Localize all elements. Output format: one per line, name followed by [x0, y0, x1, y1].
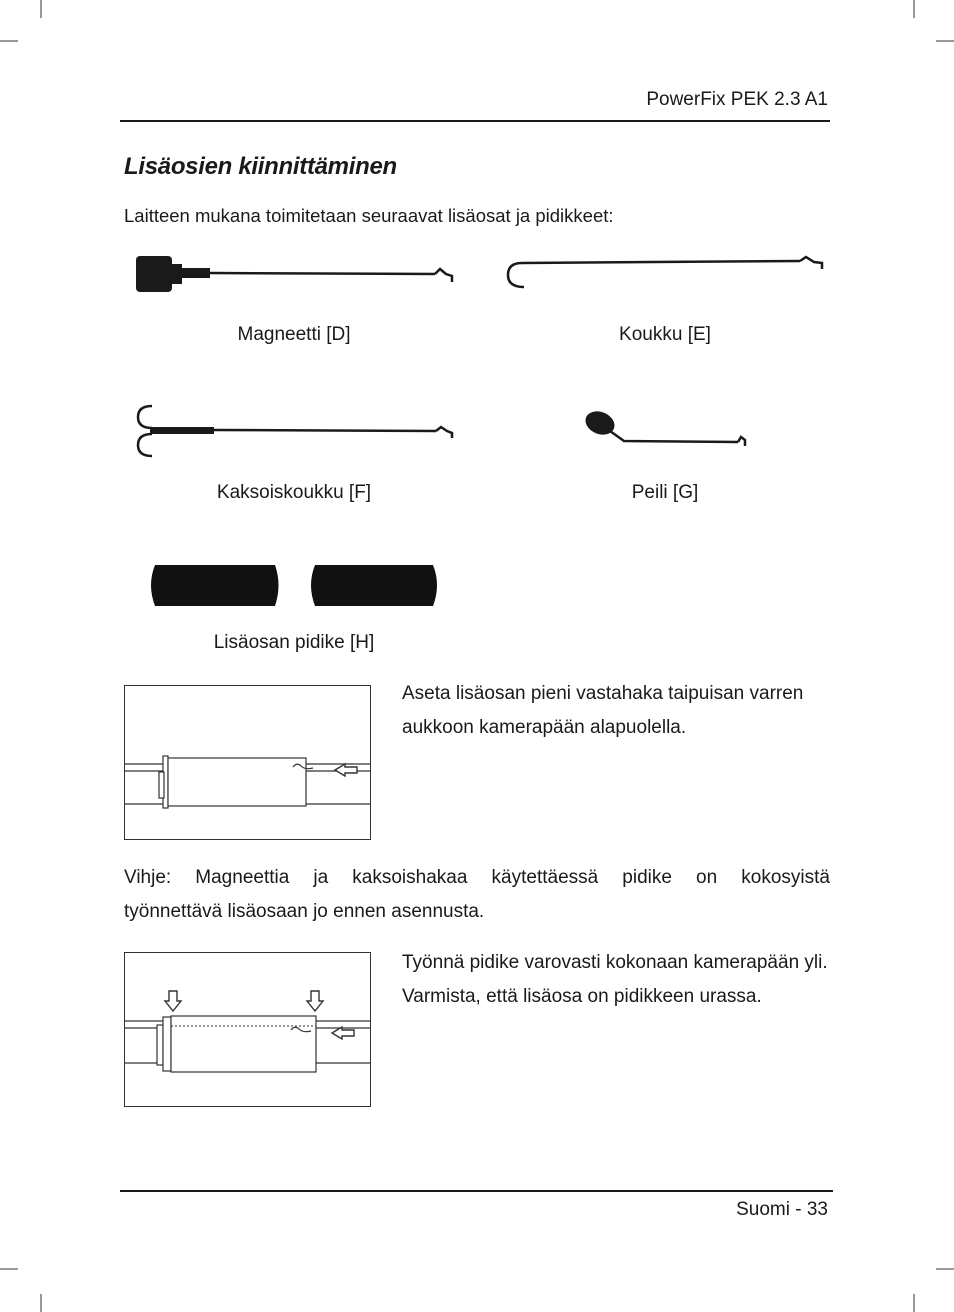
crop-mark	[936, 1268, 954, 1270]
step1-photo	[124, 685, 371, 840]
crop-mark	[0, 1268, 18, 1270]
section-title: Lisäosien kiinnittäminen	[124, 153, 397, 180]
hint-line-1: Vihje: Magneettia ja kaksoishakaa käytettäessä pidike on kokosyistä	[124, 867, 830, 888]
caption-holder: Lisäosan pidike [H]	[213, 632, 375, 653]
step2-text: Työnnä pidike varovasti kokonaan kamerapään yli. Varmista, että lisäosa on pidikkeen urassa.	[402, 952, 828, 1007]
holder-illustration	[145, 562, 445, 610]
magnet-illustration	[130, 250, 460, 300]
intro-text: Laitteen mukana toimitetaan seuraavat lisäosat ja pidikkeet:	[124, 205, 614, 226]
crop-mark	[936, 40, 954, 42]
crop-mark	[40, 0, 42, 18]
caption-hook: Koukku [E]	[619, 324, 711, 345]
header-product: PowerFix PEK 2.3 A1	[646, 89, 828, 110]
hint-line-2: työnnettävä lisäosaan jo ennen asennusta.	[124, 901, 485, 922]
caption-mirror: Peili [G]	[631, 482, 699, 503]
caption-magnet: Magneetti [D]	[237, 324, 351, 345]
hook-illustration	[500, 252, 830, 297]
footer-rule	[120, 1190, 833, 1192]
mirror-illustration	[580, 405, 750, 450]
step2-photo	[124, 952, 371, 1107]
crop-mark	[913, 1294, 915, 1312]
crop-mark	[0, 40, 18, 42]
caption-double-hook: Kaksoiskoukku [F]	[216, 482, 372, 503]
double-hook-illustration	[130, 400, 460, 462]
crop-mark	[913, 0, 915, 18]
step1-text: Aseta lisäosan pieni vastahaka taipuisan varren aukkoon kamerapään alapuolella.	[402, 683, 804, 738]
page-number: Suomi - 33	[736, 1199, 828, 1220]
crop-mark	[40, 1294, 42, 1312]
header-rule	[120, 120, 830, 122]
